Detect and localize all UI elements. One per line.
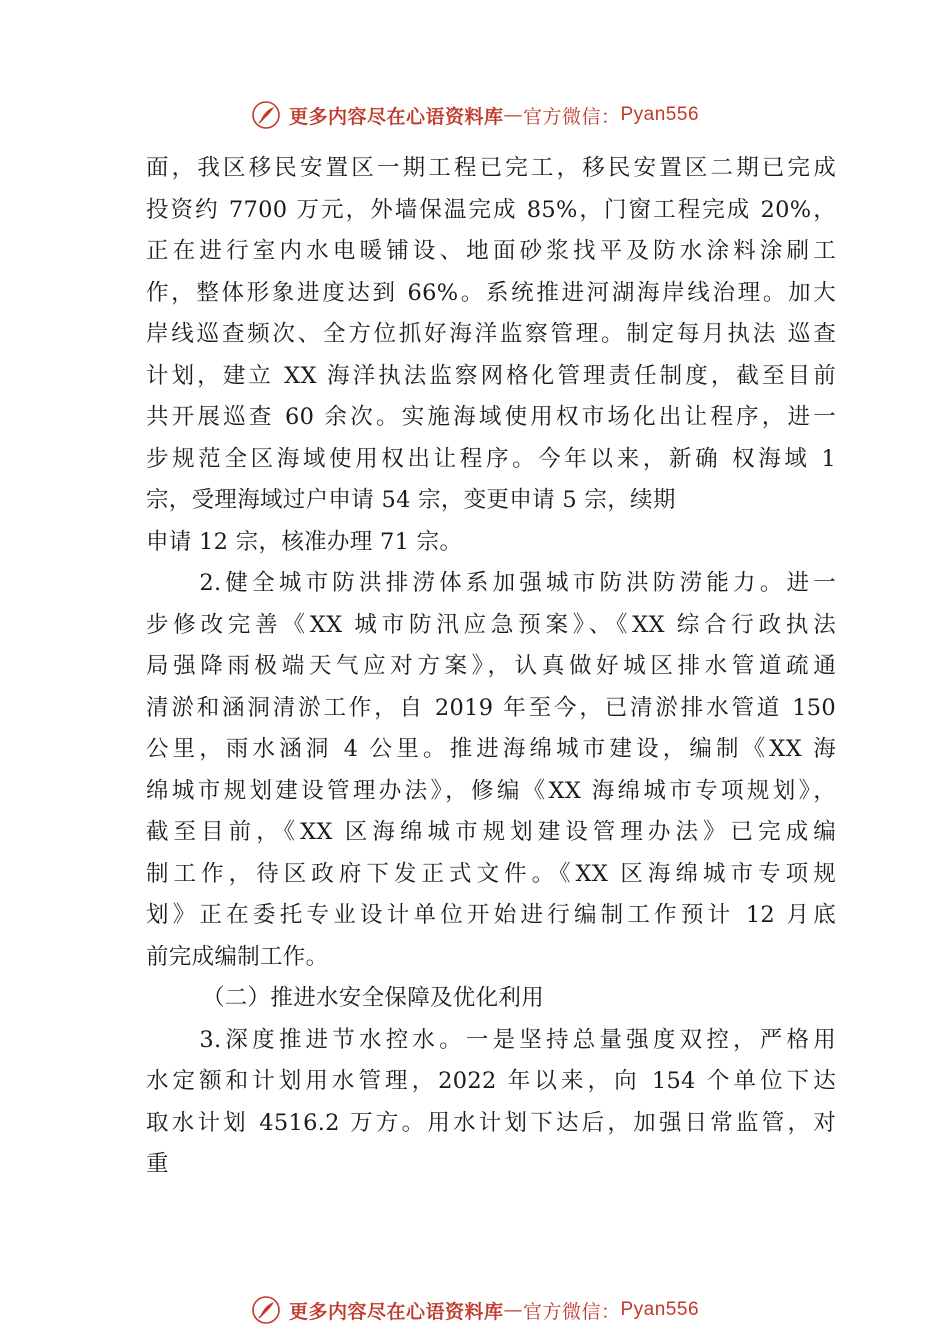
- text-line: 步修改完善《XX 城市防汛应急预案》、《XX 综合行政执法: [146, 611, 836, 638]
- text-line: 宗，受理海域过户申请 54 宗，变更申请 5 宗，续期: [146, 487, 676, 513]
- watermark-label: 官方微信：: [522, 1300, 621, 1323]
- text-line: 公里，雨水涵洞 4 公里。推进海绵城市建设，编制《XX 海: [146, 736, 836, 762]
- text-line: 投资约 7700 万元，外墙保温完成 85%，门窗工程完成 20%，: [146, 196, 836, 223]
- watermark-wechat-id: Pyan556: [620, 104, 700, 125]
- text-line: 重: [146, 1151, 169, 1177]
- document-body: [146, 148, 836, 1186]
- text-line: 清淤和涵洞清淤工作，自 2019 年至今，已清淤排水管道 150: [146, 694, 836, 721]
- watermark-dash: —: [503, 104, 523, 126]
- quill-logo-icon: [251, 1295, 281, 1325]
- watermark-brand: 更多内容尽在心语资料库: [288, 1300, 504, 1323]
- text-line: 取水计划 4516.2 万方。用水计划下达后，加强日常监管，对: [146, 1109, 836, 1136]
- quill-logo-icon: [251, 100, 281, 130]
- section-heading: （二）推进水安全保障及优化利用: [202, 985, 545, 1011]
- text-line: 正在进行室内水电暖铺设、地面砂浆找平及防水涂料涂刷工: [146, 238, 836, 264]
- text-line: 计划，建立 XX 海洋执法监察网格化管理责任制度，截至目前: [146, 362, 836, 389]
- text-line: 水定额和计划用水管理，2022 年以来，向 154 个单位下达: [146, 1068, 836, 1094]
- text-line: 3.深度推进节水控水。一是坚持总量强度双控，严格用: [146, 1026, 836, 1053]
- text-line: 面，我区移民安置区一期工程已完工，移民安置区二期已完成: [146, 155, 836, 181]
- text-line: 申请 12 宗，核准办理 71 宗。: [146, 528, 463, 555]
- text-line: 截至目前，《XX 区海绵城市规划建设管理办法》已完成编: [146, 819, 836, 845]
- text-line: 绵城市规划建设管理办法》，修编《XX 海绵城市专项规划》，: [146, 777, 836, 804]
- text-line: 前完成编制工作。: [146, 943, 329, 970]
- text-line: 划》正在委托专业设计单位开始进行编制工作预计 12 月底: [146, 902, 836, 928]
- watermark-brand: 更多内容尽在心语资料库: [288, 105, 504, 128]
- text-line: 局强降雨极端天气应对方案》，认真做好城区排水管道疏通: [146, 653, 836, 679]
- text-line: 制工作，待区政府下发正式文件。《XX 区海绵城市专项规: [146, 860, 836, 887]
- text-line: 2.健全城市防洪排涝体系加强城市防洪防涝能力。进一: [146, 570, 836, 596]
- text-line: 作，整体形象进度达到 66%。系统推进河湖海岸线治理。加大: [146, 279, 836, 306]
- watermark-header: [0, 95, 950, 135]
- watermark-dash: —: [503, 1299, 523, 1321]
- text-line: 步规范全区海域使用权出让程序。今年以来，新确 权海域 1: [146, 445, 836, 472]
- watermark-wechat-id: Pyan556: [620, 1299, 700, 1320]
- watermark-footer: [0, 1290, 950, 1330]
- text-line: 岸线巡查频次、全方位抓好海洋监察管理。制定每月执法 巡查: [146, 321, 836, 347]
- text-line: 共开展巡查 60 余次。实施海域使用权市场化出让程序，进一: [146, 404, 836, 430]
- watermark-label: 官方微信：: [522, 105, 621, 128]
